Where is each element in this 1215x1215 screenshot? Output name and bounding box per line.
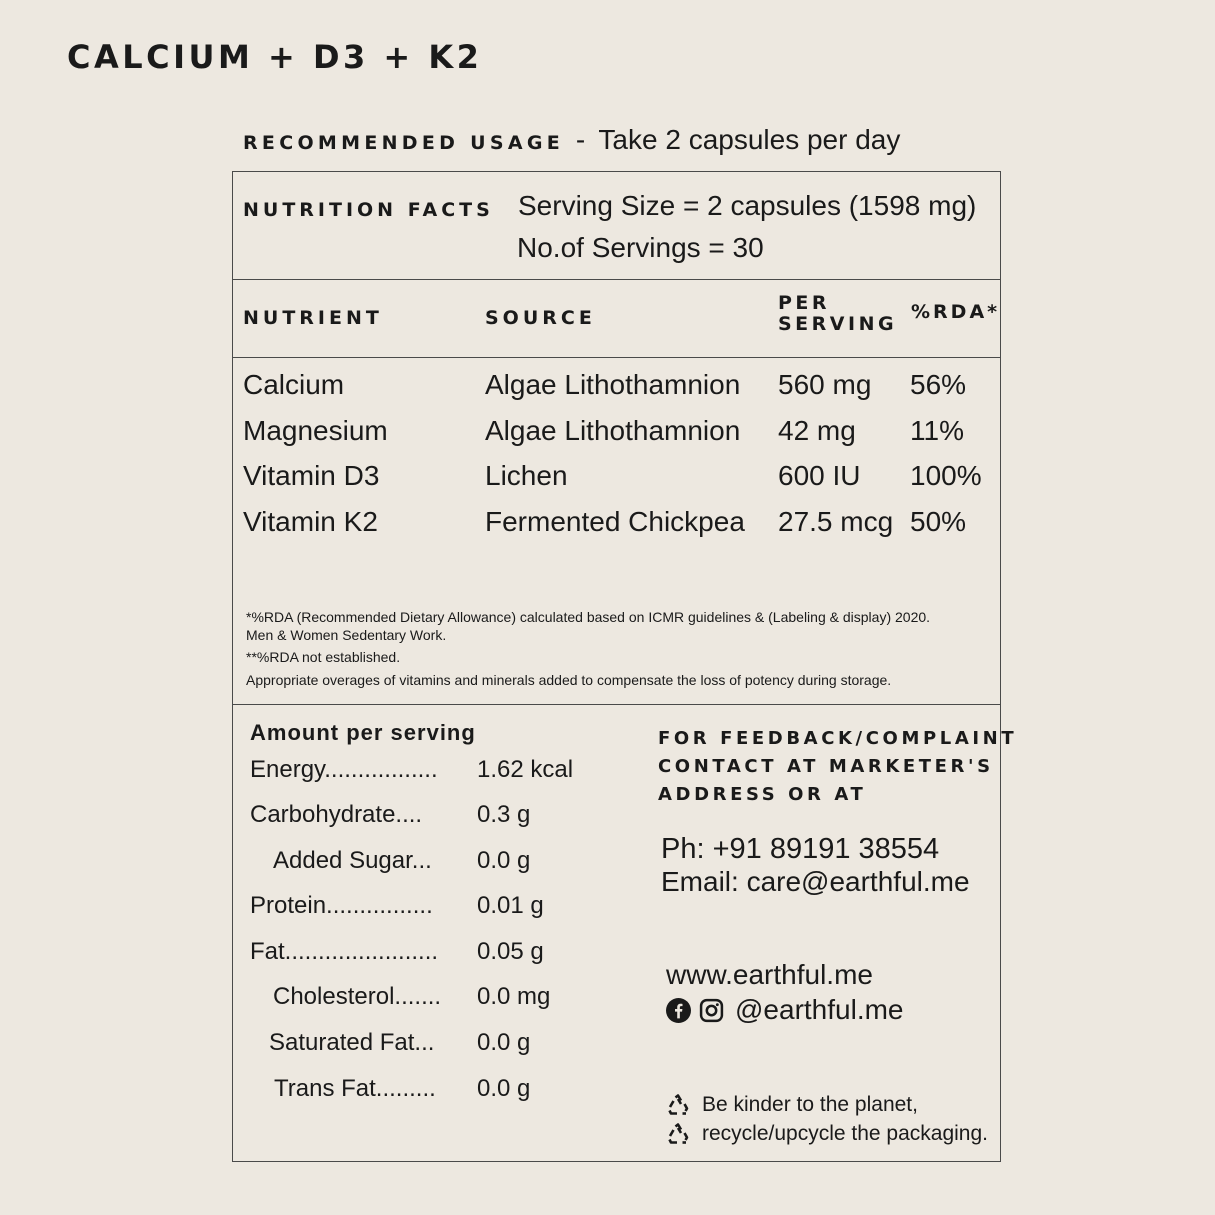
servings-count: No.of Servings = 30	[517, 232, 764, 263]
eco-message-line2: recycle/upcycle the packaging.	[702, 1122, 988, 1145]
divider	[233, 279, 1000, 280]
trans-fat-label: Trans Fat.........	[274, 1075, 436, 1102]
row-source: Algae Lithothamnion	[485, 415, 741, 446]
row-nutrient: Magnesium	[243, 415, 388, 446]
protein-label: Protein................	[250, 892, 433, 919]
eco-line	[666, 1122, 988, 1146]
row-source: Lichen	[485, 460, 568, 491]
eco-line	[666, 1093, 918, 1117]
row-per-serving: 560 mg	[778, 369, 872, 400]
header-rda: %RDA*	[911, 301, 1001, 323]
carbohydrate-label: Carbohydrate....	[250, 801, 423, 828]
protein-value: 0.01 g	[477, 892, 544, 919]
header-nutrient: NUTRIENT	[243, 307, 383, 329]
recommended-usage	[243, 124, 900, 156]
usage-text: Take 2 capsules per day	[598, 124, 901, 155]
feedback-header-line1: FOR FEEDBACK/COMPLAINT	[658, 728, 1018, 749]
divider	[233, 704, 1000, 705]
nutrition-panel	[232, 171, 1018, 1162]
row-source: Fermented Chickpea	[485, 506, 745, 537]
header-per-serving-line1: PER	[778, 292, 831, 314]
facebook-icon[interactable]	[666, 998, 691, 1023]
email-address: Email: care@earthful.me	[661, 866, 970, 897]
serving-size: Serving Size = 2 capsules (1598 mg)	[518, 190, 977, 221]
fat-value: 0.05 g	[477, 938, 544, 965]
trans-fat-value: 0.0 g	[477, 1075, 531, 1102]
recycle-icon	[666, 1122, 690, 1146]
row-rda: 50%	[910, 506, 967, 537]
social-links	[666, 994, 904, 1026]
row-rda: 56%	[910, 369, 967, 400]
amount-per-serving-title: Amount per serving	[250, 720, 476, 745]
row-nutrient: Vitamin K2	[243, 506, 378, 537]
feedback-header-line3: ADDRESS OR AT	[658, 784, 867, 805]
recycle-icon	[666, 1093, 690, 1117]
feedback-header-line2: CONTACT AT MARKETER'S	[658, 756, 994, 777]
saturated-fat-value: 0.0 g	[477, 1029, 531, 1056]
row-nutrient: Calcium	[243, 369, 345, 400]
feedback-header	[658, 725, 1017, 809]
website-link[interactable]: www.earthful.me	[666, 959, 873, 990]
row-source: Algae Lithothamnion	[485, 369, 741, 400]
footnote-overages: Appropriate overages of vitamins and minerals added to compensate the loss of potency during storage.	[246, 672, 892, 688]
row-rda: 11%	[910, 415, 964, 446]
header-per-serving	[778, 293, 897, 335]
phone-number: Ph: +91 89191 38554	[661, 833, 940, 865]
energy-label: Energy.................	[250, 756, 438, 783]
footnote-sedentary: Men & Women Sedentary Work.	[246, 627, 447, 643]
header-source: SOURCE	[485, 307, 596, 329]
usage-label: RECOMMENDED USAGE	[243, 132, 565, 154]
added-sugar-label: Added Sugar...	[273, 847, 432, 874]
row-per-serving: 600 IU	[778, 460, 861, 491]
cholesterol-label: Cholesterol.......	[273, 983, 442, 1010]
divider	[233, 357, 1000, 358]
saturated-fat-label: Saturated Fat...	[269, 1029, 435, 1056]
footnote-not-established: **%RDA not established.	[246, 649, 401, 665]
row-nutrient: Vitamin D3	[243, 460, 380, 491]
product-title: CALCIUM + D3 + K2	[67, 38, 483, 76]
added-sugar-value: 0.0 g	[477, 847, 531, 874]
row-per-serving: 42 mg	[778, 415, 856, 446]
energy-value: 1.62 kcal	[477, 756, 574, 783]
row-rda: 100%	[910, 460, 982, 491]
instagram-icon[interactable]	[699, 998, 724, 1023]
nutrition-facts-label: NUTRITION FACTS	[243, 199, 494, 221]
header-per-serving-line2: SERVING	[778, 313, 898, 335]
usage-separator: -	[575, 124, 586, 155]
footnote-rda: *%RDA (Recommended Dietary Allowance) calculated based on ICMR guidelines & (Labeling & display) 2020.	[246, 609, 931, 625]
row-per-serving: 27.5 mcg	[778, 506, 894, 537]
social-handle[interactable]: @earthful.me	[735, 994, 904, 1025]
fat-label: Fat.......................	[250, 938, 439, 965]
cholesterol-value: 0.0 mg	[477, 983, 551, 1010]
eco-message-line1: Be kinder to the planet,	[702, 1093, 918, 1116]
carbohydrate-value: 0.3 g	[477, 801, 531, 828]
